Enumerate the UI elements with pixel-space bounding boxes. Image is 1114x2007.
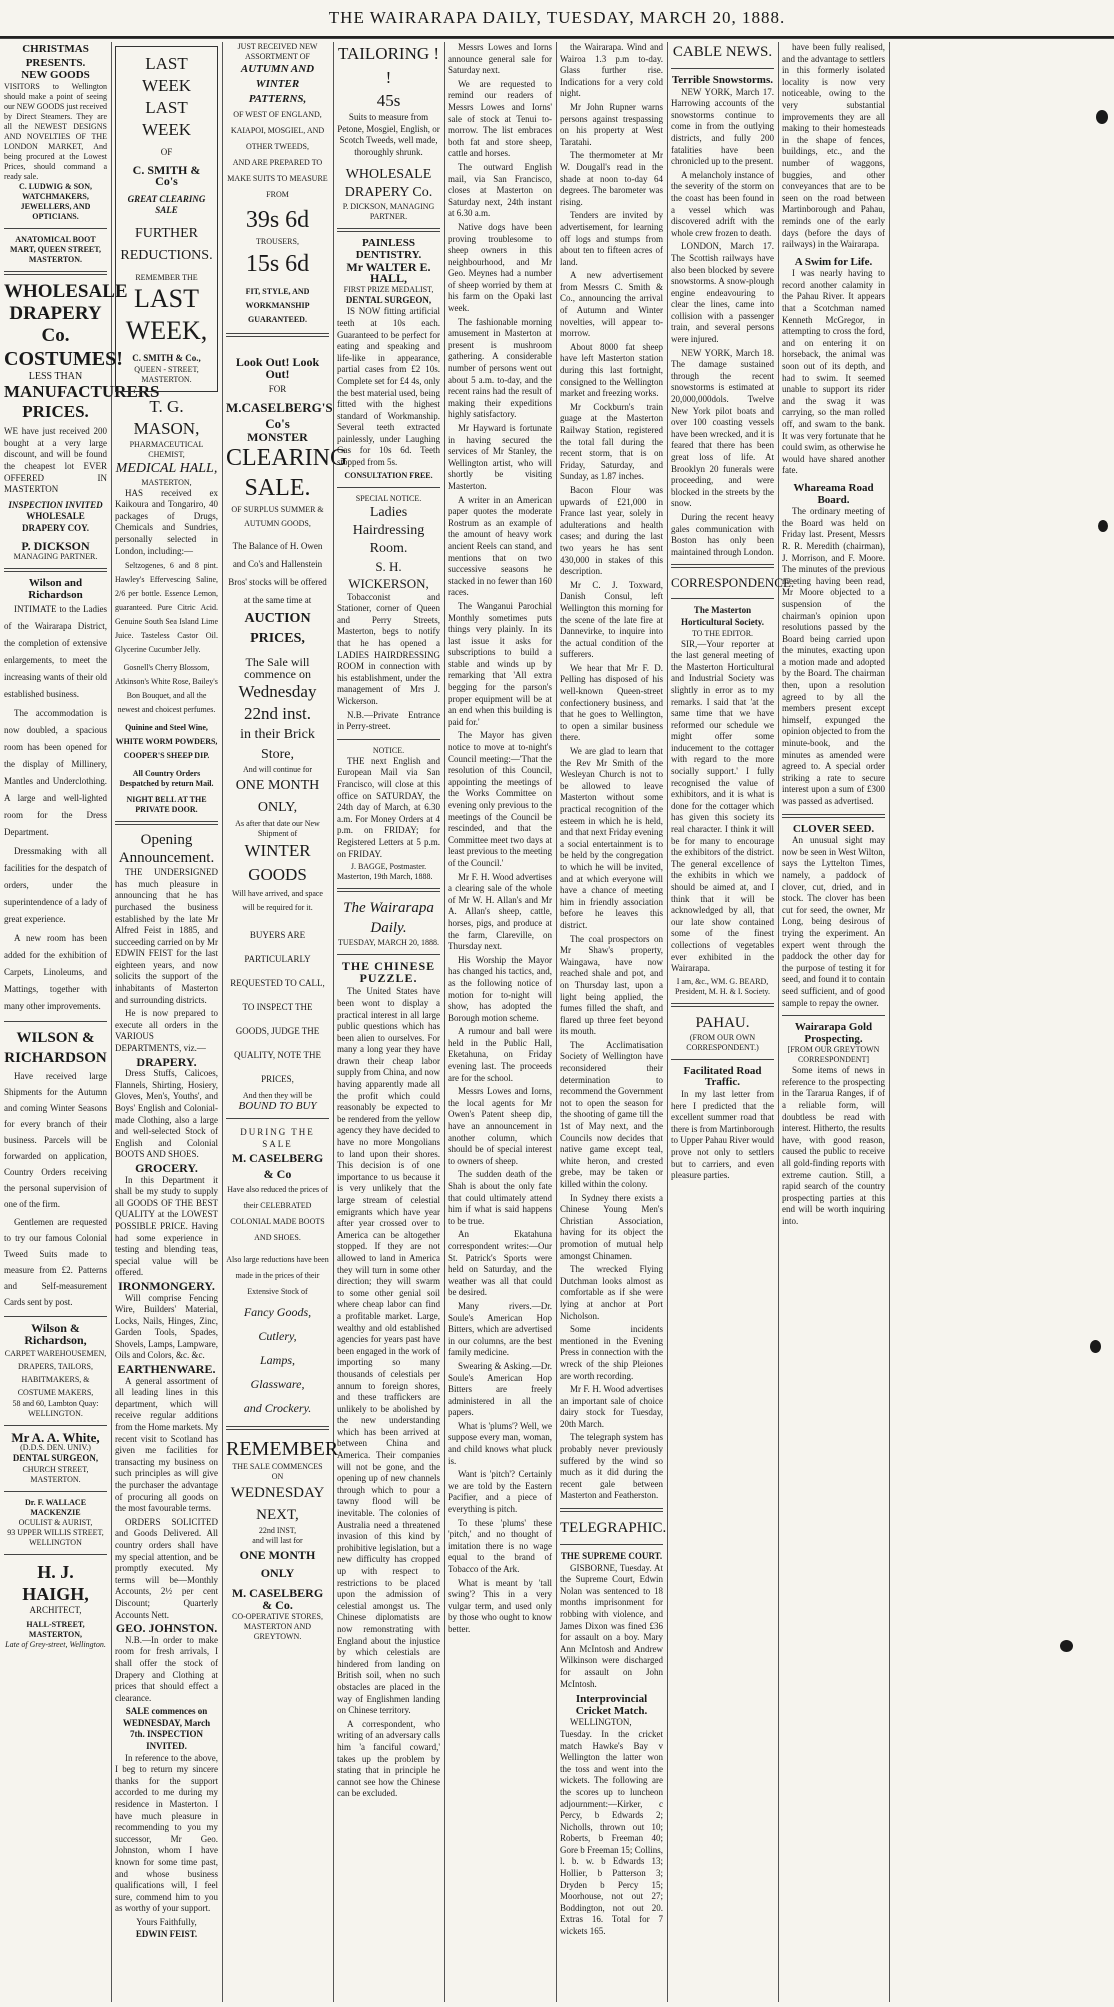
special-notice: SPECIAL NOTICE. (355, 493, 422, 503)
column-4 (333, 42, 444, 2002)
queen-street: QUEEN - STREET, MASTERTON. (134, 364, 199, 384)
smith-ad-text: VISITORS to Wellington should make a point of seeing our NEW GOODS just received by Direct Steamers. They are all the NEWEST DESIGNS AND NOVELTIES OF THE LONDON MARKET, And being procured at the Lowest Prices, should command a ready sale. (4, 81, 107, 181)
local-news-14: The sudden death of the Shah is about the only fate that could ultimately attend him if what is said happens to be true. (448, 1169, 552, 1226)
late-of: Late of Grey-street, Wellington. (5, 1640, 106, 1650)
chinese-puzzle-heading: THE CHINESE PUZZLE. (341, 959, 436, 985)
of-text: OF (160, 147, 173, 157)
wr-address: 58 and 60, Lambton Quay: WELLINGTON. (12, 1398, 99, 1418)
mason-more: Gosnell's Cherry Blossom, Atkinson's White Rose, Bailey's Bon Bouquet, and all the newest and choicest perfumes. (115, 663, 218, 715)
local-news-7: A writer in an American paper quotes the moderate Rostrum as an example of the amount of heavy work ancient Reels can stand, and mentions that on two successive seasons he stacked in no fewer than 160 races. (448, 494, 552, 598)
west-of-england: OF WEST OF ENGLAND, KAIAPOI, MOSGIEL, AND OTHER TWEEDS, (230, 110, 325, 151)
local-news-4: Native dogs have been proving troublesome to sheep owners in this neighbourhood, and Mr Geo. Meynes had a number of sheep worried by them at his farm on the Opaki last week. (448, 221, 552, 314)
mason-name: T. G. MASON, (133, 396, 200, 438)
column-6 (556, 42, 667, 2002)
drapery-heading: DRAPERY. (136, 1054, 197, 1069)
bound-to-buy: BOUND TO BUY (238, 1099, 317, 1112)
oculist: OCULIST & AURIST, (18, 1517, 93, 1527)
brick-store: in their Brick Store, (240, 726, 315, 762)
further-reductions: FURTHER REDUCTIONS. (120, 225, 213, 263)
local-news-3: The outward English mail, via San Francisco, closes at Masterton on Saturday next, 24th instant at 6.30 a.m. (448, 161, 552, 219)
column-9 (889, 42, 1114, 2002)
medical-hall: MEDICAL HALL, (115, 460, 218, 476)
pahau-heading: PAHAU. (695, 1014, 750, 1031)
news-6-8: Bacon Flour was upwards of £21,000 in France last year, solely in adulterations and health cases; and during the last two years he has sent 430,000 in stakes of this description. (560, 484, 663, 577)
local-news-17: Swearing & Asking.—Dr. Soule's American Hop Bitters are freely administered in all the papers. (448, 1360, 552, 1418)
snowstorms-heading: Terrible Snowstorms. (671, 74, 774, 86)
mason-masterton: MASTERTON, (141, 477, 192, 487)
news-6-18: The telegraph system has probably never previously suffered by the wind so much as it did during the recent gale between Masterton and Featherston. (560, 1432, 663, 1501)
smith-signature: C. LUDWIG & SON, WATCHMAKERS, JEWELLERS, AND OPTICIANS. (18, 181, 93, 221)
hall-surgeon: DENTAL SURGEON, (345, 294, 432, 305)
correspondent-text: A correspondent, who writing of an adversary calls him 'a fanciful coward,' takes up the problem by stating that in principle he cannot see how the Chinese can be excluded. (337, 1718, 440, 1799)
wednesday-next: WEDNESDAY NEXT, (230, 1485, 325, 1524)
also-text: Also large reductions have been made in the prices of their Extensive Stock of (226, 1255, 329, 1297)
ironmongery-heading: IRONMONGERY. (118, 1278, 215, 1293)
costumes-heading: COSTUMES! (4, 347, 123, 370)
during-sale: DURING THE SALE (240, 1127, 315, 1149)
cutlery: Cutlery, (258, 1329, 297, 1344)
wr-trades: CARPET WAREHOUSEMEN, DRAPERS, TAILORS, HABITMAKERS, & COSTUME MAKERS, (4, 1348, 107, 1397)
christmas-heading: CHRISTMAS PRESENTS. (22, 43, 89, 69)
wr-text-6: Gentlemen are requested to try our famous Colonial Tweed Suits made to measure from £2. Patterns and Self-measurement Cards sent by post. (4, 1217, 107, 1308)
white-name: Mr A. A. White, (11, 1429, 100, 1445)
cable-ny-3: NEW YORK, March 18. The damage sustained through the recent snowstorms is estimated at 20,000,000dols. Twelve New York pilot boats and over 100 coasting vessels have been wrecked, and it is feared that there has been great loss of life. At Brooklyn 20 funerals were proceeding, and were blocked in the streets by the snow. (671, 347, 774, 509)
last-for: and will last for (252, 1536, 303, 1546)
gold-prospecting-sub: [FROM OUR GREYTOWN CORRESPONDENT] (787, 1045, 880, 1065)
pahau-continued: have been fully realised, and the advantage to settlers in this formerly isolated locality is now very noticeable, owing to the very substantial improvements they are all making to their homesteads in the shape of fences, buildings, etc., and the number of waggons, buggies, and other conveyances that are to be seen on the road between Martinborough and Pahau, reminds one of the early days (before the days of railways) in the Wairarapa. (782, 42, 885, 250)
local-news-1: Messrs Lowes and Iorns announce general sale for Saturday next. (448, 42, 552, 76)
ironmongery-text: Will comprise Fencing Wire, Builders' Material, Locks, Nails, Hinges, Zinc, Garden Tools, Spades, Shovels, Lamps, Lampware, Oils and Colors, &c. &c. (115, 1292, 218, 1361)
departments: He is now prepared to execute all orders in the VARIOUS DEPARTMENTS, viz.— (115, 1008, 218, 1054)
autumn-winter: AUTUMN AND WINTER PATTERNS, (240, 63, 315, 105)
quinine: Quinine and Steel Wine, WHITE WORM POWDERS, COOPER'S SHEEP DIP. (115, 723, 218, 761)
trousers: TROUSERS, (256, 237, 299, 246)
caselberg-heading: M.CASELBERG'S Co's (226, 399, 333, 431)
orders-text: ORDERS SOLICITED and Goods Delivered. All country orders shall have my special attention, and be promptly executed. My terms will be—Monthly Accounts, 2½ per cent Discount; Quarterly Accounts Nett. (115, 1516, 218, 1620)
consultation-free: CONSULTATION FREE. (344, 470, 433, 480)
inspection-invited: INSPECTION INVITED (8, 499, 103, 510)
letter-signature: I am, &c., WM. G. BEARD, President, M. H. & I. Society. (674, 976, 771, 996)
local-news-2: We are requested to remind our readers of Messrs Lowes and Iorns' sale of stock at Tenui to-morrow. The list embraces both fat and store sheep, cattle and horses. (448, 78, 552, 159)
news-6-17: Mr F. H. Wood advertises an important sale of choice dairy stock for Tuesday, 20th March. (560, 1384, 663, 1429)
local-news-19: Want is 'pitch'? Certainly we are told by the Eastern Pacifier, and a piece of everything is pitch. (448, 1469, 552, 1515)
to-the-editor: TO THE EDITOR. (691, 628, 754, 638)
managing-partner: MANAGING PARTNER. (13, 552, 98, 562)
crockery: and Crockery. (243, 1401, 312, 1416)
local-news-16: Many rivers.—Dr. Soule's American Hop Bitters, which are advertised in our columns, are the best family medicine. (448, 1300, 552, 1358)
news-6-7: Mr Cockburn's train guage at the Masterton Railway Station, registered the total fall during the recent storm, that is on Friday, Saturday, and Sunday, as 1.87 inches. (560, 401, 663, 482)
wickerson-name: S. H. WICKERSON, (348, 558, 429, 591)
tailoring-price: 45s (376, 91, 401, 110)
notice-heading: NOTICE. (372, 745, 405, 755)
dickson-name: P. DICKSON (21, 538, 90, 553)
column-3 (222, 42, 348, 2002)
balance-text: The Balance of H. Owen and Co's and Hallenstein Bros' stocks will be offered at the same time at (228, 541, 327, 606)
store-addresses: MASTERTON AND GREYTOWN. (243, 1621, 312, 1641)
clover-seed-heading: CLOVER SEED. (792, 822, 875, 835)
clearing-text: CLEARING (226, 445, 348, 472)
wickerson-text: Tobacconist and Stationer, corner of Queen and Perry Streets, Masterton, begs to notify that he has opened a LADIES HAIRDRESSING ROOM in connection with his establishment, under the management of Mrs J. Wickerson. (337, 591, 440, 706)
cable-ny-1: NEW YORK, March 17. Harrowing accounts of the snowstorms continue to come in from the outlying districts, and fully 200 fatalities have been chronicled up to the present. (671, 86, 774, 167)
ink-blot (1090, 1340, 1101, 1353)
horticultural-letter: SIR,—Your reporter at the last general meeting of the Masterton Horticultural and Industrial Society was slightly in error as to my remarks. I said that 'at the same time that we have reformed our schedule we might offer some inducement to the cottager with regard to the more socially support.' I fully recognised the value of exhibitors, and it is what is done for the cottager which has given this society its real character. I think it will be for many to encourage the exhibitors of the district. The general excellence of the exhibits in which we should be aimed at, and I think that it will be acknowledged by all, that our late show contained some of the finest collections of vegetables ever exhibited in the Wairarapa. (671, 638, 774, 974)
supreme-court-text: GISBORNE, Tuesday. At the Supreme Court, Edwin Nolan was sentenced to 18 months imprisonment for robbing with violence, and James Dixon was fined £36 for assault on a boy. Mary Ann McIntosh and Andrew Wilkinson were discharged for assault on John McIntosh. (560, 1562, 663, 1689)
drapery-text: Dress Stuffs, Calicoes, Flannels, Shirting, Hosiery, Gloves, Men's, Youths', and Boys' English and Colonial-made Clothing, also a large and well-selected Stock of English and Colonial BOOTS AND SHOES. (115, 1068, 218, 1160)
manufacturers-heading: MANUFACTURERS PRICES. (4, 382, 160, 422)
earthenware-heading: EARTHENWARE. (117, 1362, 216, 1377)
news-6-15: The wrecked Flying Dutchman looks almost as comfortable as if she were lying at anchor at Port Nicholson. (560, 1264, 663, 1321)
look-out: Look Out! Look Out! (235, 355, 320, 381)
winter-goods: WINTER GOODS (244, 840, 311, 884)
reference-text: In reference to the above, I beg to return my sincere thanks for the support accorded to me during my residence in Masterton. I have much pleasure in recommending to you my successor, Mr Geo. Johnston, whom I have known for some time past, and whose business qualifications will, I feel sure, commend him to you as worthy of your support. (115, 1752, 218, 1914)
news-6-14: In Sydney there exists a Chinese Young Men's Christian Association, having for its object the promotion of mutual help amongst Chinamen. (560, 1192, 663, 1261)
mackenzie-name: Dr. F. WALLACE MACKENZIE (24, 1497, 87, 1517)
news-6-9: Mr C. J. Toxward, Danish Consul, left Wellington this morning for the scene of the late fire at Dannevirke, to inquire into the actual condition of the sufferers. (560, 579, 663, 660)
supreme-court-heading: THE SUPREME COURT. (560, 1551, 663, 1562)
local-news-15: An Ekatahuna correspondent writes:—Our St. Patrick's Sports were held on Saturday, and the weather was all that could be desired. (448, 1229, 552, 1298)
wr-text-2: The accommodation is now doubled, a spacious room has been opened for the display of Millinery, Mantles and Underclothing. A large and well-lighted room for the Dress Department. (4, 708, 107, 838)
trousers-price: 15s 6d (245, 251, 310, 277)
prize-medalist: FIRST PRIZE MEDALIST, (343, 284, 434, 294)
grocery-heading: GROCERY. (135, 1160, 198, 1175)
road-traffic-heading: Facilitated Road Traffic. (683, 1064, 762, 1089)
bound-text: And then they will be (242, 1090, 313, 1100)
fit-style: FIT, STYLE, AND WORKMANSHIP GUARANTEED. (245, 287, 310, 324)
news-6-13: The Acclimatisation Society of Wellington have reconsidered their determination to recommend the Government not to open the season for the shooting of game till the 1st of May next, and the Councils now decides that native game except teal, white heron, and crested grebe, may be taken or killed within the colony. (560, 1039, 663, 1189)
gold-prospecting-heading: Wairarapa Gold Prospecting. (794, 1021, 873, 1045)
drapery-coy: WHOLESALE DRAPERY COY. (21, 511, 90, 533)
hall-text: IS NOW fitting artificial teeth at 10s each. Guaranteed to be perfect for eating and speaking and life-like in appearance, partial cases from £2 10s. Complete set for £4 4s, only the best material used, being fitted with the highest standard of Workmanship. Several teeth extracted painlessly, under Laughing Gas for 10s 6d. Teeth stopped from 5s. (337, 306, 440, 468)
sale-commences: SALE commences on WEDNESDAY, March 7th. INSPECTION INVITED. (122, 1706, 211, 1752)
masthead (0, 0, 1114, 38)
country-orders: All Country Orders Despatched by return Mail. (119, 769, 214, 789)
wilson-richardson-big: WILSON & RICHARDSON (4, 1030, 107, 1067)
less-than: LESS THAN (28, 370, 83, 382)
bagge-postmaster: J. BAGGE, Postmaster. (350, 862, 427, 872)
local-news-10: Mr F. H. Wood advertises a clearing sale of the whole of Mr W. H. Allan's and Mr A. Allan's sheep, cattle, horses, pigs, and produce at the farm, Clareville, on Thursday next. (448, 871, 552, 952)
painless-dentistry: PAINLESS DENTISTRY. (355, 237, 422, 261)
received-text: WE have just received 200 bought at a very large discount, and will be found the cheapest lot EVER OFFERED IN MASTERTON (4, 426, 107, 495)
great-clearing-sale: GREAT CLEARING SALE (127, 193, 206, 216)
local-news-11: His Worship the Mayor has changed his tactics, and, as the following notice of motion for to-night will show, has adopted the Borough motion scheme. (448, 954, 552, 1023)
road-board-heading: Whareama Road Board. (793, 481, 874, 506)
night-bell: NIGHT BELL AT THE PRIVATE DOOR. (126, 795, 207, 815)
monster-text: MONSTER (247, 429, 308, 444)
church-street: CHURCH STREET, MASTERTON. (22, 1464, 89, 1484)
cable-ny-2: A melancholy instance of the severity of the storm on the coast has been found in a vessel which was discovered adrift with the whole crew frozen to death. (671, 169, 774, 238)
news-6-11: We are glad to learn that the Rev Mr Smith of the Wesleyan Church is not to be allowed to leave Masterton without some practical recognition of the esteem in which he is held, and that next Friday evening a social entertainment is to be held by the congregation to which he will be invited, and at which everyone will have a chance of meeting him in friendly association before he leaves this district. (560, 746, 663, 930)
last-week-3: LAST WEEK, (125, 283, 208, 345)
surplus-goods: OF SURPLUS SUMMER & AUTUMN GOODS, (231, 505, 324, 529)
walter-hall: Mr WALTER E. HALL, (346, 259, 431, 286)
tailoring-heading: TAILORING ! ! (337, 44, 440, 87)
nb-text: N.B.—In order to make room for fresh arrivals, I shall offer the stock of Drapery and Clothing at prices that should effect a clearance. (115, 1634, 218, 1703)
local-news-5: The fashionable morning amusement in Masterton at present is mushroom gathering. A considerable number of persons went out about 5 a.m. to-day, and the recent rains had the result of making their expeditions highly satisfactory. (448, 316, 552, 420)
ink-blot (1060, 1640, 1073, 1652)
wr-heading-2: Wilson & Richardson, (24, 1321, 87, 1347)
newspaper-title: THE WAIRARAPA DAILY, TUESDAY, MARCH 20, 1888. (328, 8, 786, 27)
remember-the: REMEMBER THE (135, 272, 198, 282)
cable-ny-4: During the recent heavy gales communication with Boston has only been maintained through London. (671, 511, 774, 557)
sale-text: SALE. (244, 475, 311, 502)
local-news-12: A rumour and ball were held in the Public Hall, Eketahuna, on Friday evening last. The proceeds are for the school. (448, 1026, 552, 1083)
yours-faithfully: Yours Faithfully, (136, 1916, 197, 1927)
pharmaceutical-chemist: PHARMACEUTICAL CHEMIST, (129, 439, 204, 459)
smith-co-2: C. SMITH & Co., (132, 352, 201, 363)
ink-blot (1098, 520, 1108, 532)
wilson-richardson-heading: Wilson and Richardson (28, 577, 83, 601)
hall-street: HALL-STREET, MASTERTON, (26, 1620, 85, 1640)
wr-text-3: Dressmaking with all facilities for the despatch of orders, under the superintendence of a lady of great experience. (4, 846, 107, 925)
notice-date: Masterton, 19th March, 1888. (337, 872, 433, 882)
notice-text: THE next English and European Mail via San Francisco, will close at this office on SATURDAY, the 24th day of March, at 6.30 a.m. For Money Orders at 4 p.m. on FRIDAY; for Registered Letters at 5 p.m. on FRIDAY. (337, 755, 440, 859)
cable-news-heading: CABLE NEWS. (672, 44, 773, 60)
mason-list: Seltzogenes, 6 and 8 pint. Hawley's Effervescing Saline, 2/6 per bottle. Essence Lemon, guaranteed. Pure Citric Acid. Genuine South Sea Island Lime Juice. Tasteless Castor Oil. Glycerine Cucumber Jelly. (115, 561, 218, 655)
column-7 (667, 42, 795, 2002)
swim-heading: A Swim for Life. (794, 255, 873, 268)
suits-text: Suits to measure from Petone, Mosgiel, English, or Scotch Tweeds, well made, thoroughly shrunk. (337, 112, 440, 157)
masthead-rule (0, 38, 1114, 39)
boot-mart: ANATOMICAL BOOT MART, QUEEN STREET, MASTERTON. (10, 234, 101, 264)
cable-london: LONDON, March 17. The Scottish railways have also been blocked by severe snowstorms. A snow-plough engine endeavouring to clear the lines, came into collision with a passenger train, and several persons were injured. (671, 241, 774, 345)
last-week-1: LAST WEEK (141, 54, 192, 95)
wr-text-5: Have received large Shipments for the Autumn and coming Winter Seasons for every branch of their business. Parcels will be forwarded on application, Country Orders receiving the personal supervision of one of the firm. (4, 1071, 107, 1210)
caselberg-2: M. CASELBERG & Co (231, 1151, 324, 1182)
swim-text: I was nearly having to record another calamity in the Pahau River. It appears that a Scotchman named Kenneth McGregor, in attempting to cross the ford, and on entering it on horseback, the animal was soon out of its depth, and had to swim. It seemed unable to support its rider and the swag it was carrying, so the man rolled off, and swam to the bank. It was very fortunate that he could swim, as otherwise he would have shared another fate. (782, 268, 885, 476)
wednesday-22nd: Wednesday 22nd inst. (238, 681, 317, 723)
smith-co: C. SMITH & Co's (132, 162, 201, 189)
white-degree: (D.D.S. DEN. UNIV.) (20, 1443, 91, 1453)
ladies-hairdressing: Ladies Hairdressing Room. (352, 504, 425, 556)
grocery-text: In this Department it shall be my study to supply all GOODS OF THE BEST QUALITY at the LOWEST POSSIBLE PRICE. Having had some experience in testing and blending teas, special value will be offered. (115, 1174, 218, 1278)
edwin-feist: EDWIN FEIST. (135, 1928, 198, 1939)
column-1 (0, 42, 160, 2002)
column-8 (778, 42, 889, 2002)
clover-seed-text: An unusual sight may now be seen in West Wilton, says the Lyttelton Times, namely, a paddock of clover, cut, dried, and in stock. The clover has been cut for seed, the owner, Mr Long, being desirous of trying the experiment. An expert went through the paddock the other day for the purpose of testing it for seed, and found it to contain seed sufficient, and of good sample to repay the owner. (782, 835, 885, 1008)
earthenware-text: A general assortment of all leading lines in this department, which will receive regular additions from the Home markets. My recent visit to Scotland has given me facilities for transacting my business on such principles as will give the purchaser the advantage of procuring all goods on the most favourable terms. (115, 1375, 218, 1514)
remember-heading: REMEMBER (226, 1438, 339, 1461)
commences-on: THE SALE COMMENCES ON (232, 1462, 323, 1482)
new-goods-heading: NEW GOODS (21, 69, 90, 81)
chinese-puzzle-text: The United States have been wont to display a practical interest in all large public questions which has been alien to ourselves. For many a long year they have drawn their cheap labor supply from China, and now having apparently made all the profit which could reasonably be expected to be rendered from the yellow agency they have decided to have no more Mongolians to land upon their shores. This decision is of one importance to us because it is very unlikely that the large stream of celestial emigrants which have year after year crossed over to America can be altogether stopped. If they are not allowed to land in America they will turn in some other direction; they will swarm to some other genial soil where cheap labor can find a profitable market. Large, wealthy and old established agencies for years past have been engaged in the work of importing so many thousands of celestials per annum to foreign shores, and these traffickers are unlikely to be abolished by the new understanding which has been arrived at between China and America. Their companies will not be gone, and the opening up of new channels through which to pour a tawny flood will be inevitable. The colonies of Australia need a threatened invasion of this kind by prohibitive legislation, but a new difficulty has cropped up with respect to restrictions to be placed upon the admission of celestial amongst us. The Chinese diplomatists are now remonstrating with England about the injustice by which celestials are hindered from landing on British soil, when no such obstacles are placed in the way of Englishmen landing on Chinese territory. (337, 986, 440, 1716)
one-month-only: ONE MONTH ONLY, (235, 777, 320, 815)
cricket-heading: Interprovincial Cricket Match. (575, 1693, 648, 1717)
just-received: JUST RECEIVED NEW ASSORTMENT OF (237, 42, 318, 61)
glassware: Glassware, (250, 1377, 305, 1392)
news-6-10: We hear that Mr F. D. Pelling has disposed of his well-known Queen-street confectionery business, and that he goes to Wellington, to open a similar business there. (560, 662, 663, 743)
local-news-8: The Wanganui Parochial Monthly sometimes puts things very plainly. In its last issue it asks for subscriptions to build a stable and winds up by remarking that 'All extra begging for the parson's proper equipment will be at an end when this building is paid for.' (448, 600, 552, 727)
news-6-16: Some incidents mentioned in the Evening Press in connection with the wreck of the ship Pleiones are worth recording. (560, 1324, 663, 1381)
local-news-9: The Mayor has given notice to move at to-night's Council meeting:—'That the resolution of this Council, appointing the meetings of the Works Committee on evening only previous to the meetings of the Council be rescinded, and that the Committee meet two days at least previous to the meeting of the Council.' (448, 730, 552, 868)
caselberg-3: M. CASELBERG & Co. (231, 1586, 324, 1612)
lamps: Lamps, (259, 1353, 295, 1368)
reduced-text: Have also reduced the prices of their CELEBRATED COLONIAL MADE BOOTS AND SHOES. (227, 1185, 328, 1243)
prepared-to-make: AND ARE PREPARED TO MAKE SUITS TO MEASURE FROM (227, 158, 328, 199)
local-news-20: To these 'plums' these 'pitch,' and no thought of imitation there is no wage equal to the brand of Tobacco of the Ark. (448, 1517, 552, 1574)
architect: ARCHITECT, (29, 1604, 82, 1615)
road-board-text: The ordinary meeting of the Board was held on Friday last. Present, Messrs R. R. Meredith (chairman), J. Morrison, and F. Moore. The minutes of the previous meeting having been read, Mr Moore objected to a suspension of the chairman's opinion upon resolutions passed by the Board being carried upon the minutes, exacting upon a motion made and adopted by the Board. The chairman then, upon a resolution agreed to by all the members present except himself, expunged the opinion objected to from the minute-book, and the minutes as amended were agreed to. A special order striking a rate to secure interest upon a sum of £300 was passed as advertised. (782, 506, 885, 806)
buyers-text: BUYERS ARE PARTICULARLY REQUESTED TO CALL, TO INSPECT THE GOODS, JUDGE THE QUALITY, NOTE THE PRICES, (230, 929, 325, 1084)
coop-stores: CO-OPERATIVE STORES, (232, 1611, 323, 1621)
horticultural-heading: The Masterton Horticultural Society. (681, 605, 764, 627)
wholesale-heading: WHOLESALE DRAPERY Co. (4, 280, 128, 346)
willis-street: 93 UPPER WILLIS STREET, WELLINGTON (7, 1527, 104, 1547)
wr-text-1: INTIMATE to the Ladies of the Wairarapa District, the completion of extensive enlargements, to meet the increasing wants of their old established business. (4, 604, 107, 700)
for-text: FOR (268, 384, 287, 395)
suit-price: 39s 6d (245, 207, 310, 233)
news-6-4: Tenders are invited by advertisement, for learning off logs and stumps from about ten to fifteen acres of land. (560, 210, 663, 267)
local-news-6: Mr Hayward is fortunate in having secured the services of Mr Stanley, the Wellington artist, who will shortly be visiting Masterton. (448, 423, 552, 491)
arrived-text: Will have arrived, and space will be required for it. (232, 888, 323, 912)
pahau-sub: (FROM OUR OWN CORRESPONDENT.) (686, 1032, 759, 1052)
last-week-2: LAST WEEK (141, 98, 192, 139)
local-news-21: What is meant by 'tall swing'? This in a very vulgar term, and used only by those who ought to know better. (448, 1577, 552, 1634)
column-5 (444, 42, 556, 2002)
inst-22nd: 22nd INST, (258, 1526, 297, 1536)
correspondence-heading: CORRESPONDENCE. (671, 575, 795, 591)
news-6-3: The thermometer at Mr W. Dougall's read in the shade at noon to-day 64 degrees. The barometer was rising. (560, 150, 663, 207)
opening-text: THE UNDERSIGNED has much pleasure in announcing that he has purchased the business established by the late Mr Alfred Feist in 1885, and succeeding carried on by Mr EDWIN FEIST for the last eighteen years, and now solicits the support of the inhabitants of Masterton and surrounding districts. (115, 867, 218, 1005)
news-6-2: Mr John Rupner warns persons against trespassing on his property at West Taratahi. (560, 101, 663, 147)
dickson-partner: P. DICKSON, MANAGING PARTNER. (342, 202, 435, 222)
local-news-13: Messrs Lowes and Iorns, the local agents for Mr Owen's Patent sheep dip, have an announcement in another column, which should be of special interest to owners of sheep. (448, 1086, 552, 1166)
mason-text: HAS received ex Kaikoura and Tongariro, 40 packages of Drugs, Chemicals and Sundries, personally selected in London, including:— (115, 487, 218, 556)
one-month-only-2: ONE MONTH ONLY (239, 1548, 316, 1581)
news-6-1: the Wairarapa. Wind and Wairoa 1.3 p.m to-day. Glass further rise. Indications for a very cold night. (560, 42, 663, 99)
local-news-18: What is 'plums'? Well, we suppose every man, woman, and child knows what pluck is. (448, 1420, 552, 1466)
news-6-6: About 8000 fat sheep have left Masterton station during this last fortnight, consigned to the Wellington market and freezing works. (560, 341, 663, 399)
fancy-goods: Fancy Goods, (243, 1305, 312, 1320)
wholesale-drapery: WHOLESALE DRAPERY Co. (344, 167, 433, 201)
wairarapa-daily-title: The Wairarapa Daily. (343, 900, 434, 937)
editorial-date: TUESDAY, MARCH 20, 1888. (338, 938, 439, 948)
wickerson-nb: N.B.—Private Entrance in Perry-street. (337, 709, 440, 732)
dental-surgeon: DENTAL SURGEON, (12, 1453, 99, 1464)
after-date: As after that date our New Shipment of (235, 818, 320, 838)
news-6-12: The coal prospectors on Mr Shaw's property, Waingawa, have now reached shale and pot, and on Thursday last, upon a light being applied, the fumes filled the shaft, and flared up three feet beyond its mouth. (560, 933, 663, 1037)
wr-text-4: A new room has been added for the exhibition of Carpets, Linoleums, and Mattings, together with many other improvements. (4, 933, 107, 1012)
haigh-name: H. J. HAIGH, (22, 1561, 89, 1604)
ink-blot (1096, 110, 1108, 124)
opening-announcement: Opening Announcement. (118, 832, 215, 867)
road-traffic-text: In my last letter from here I predicted that the excellent summer road that there is from Martinborough to Upper Pahau River would prove not only to settlers but to carriers, and even pleasure parties. (671, 1088, 774, 1181)
auction-prices: AUCTION PRICES, (244, 611, 311, 647)
news-6-5: A new advertisement from Messrs C. Smith & Co., announcing the arrival of Autumn and Winter novelties, will appear to-morrow. (560, 270, 663, 339)
column-2 (111, 42, 222, 2002)
continue-for: And will continue for (242, 764, 313, 774)
sale-commence: The Sale will commence on (244, 655, 311, 681)
gold-prospecting-text: Some items of news in reference to the prospecting in the Tararua Ranges, if of a reliable form, will doubtless be read with interest. Hitherto, the results have, with good reason, caused the public to receive all gold-finding reports with extreme caution. Still, a rapid search of the country prospecting parties at this end will be worth inquiring into. (782, 1065, 885, 1226)
telegraphic-heading: TELEGRAPHIC. (560, 1520, 667, 1537)
johnston-name: GEO. JOHNSTON. (115, 1621, 218, 1636)
cricket-text: WELLINGTON, Tuesday. In the cricket match Hawke's Bay v Wellington the latter won the toss and went into the wickets. The following are the scores up to luncheon adjournment:—Kirker, c Percy, b Edwards 2; Nicholls, thrown out 10; Roberts, b Freeman 40; Gore b Freeman 15; Collins, l. b. w. b Edwards 13; Hollier, b Patterson 3; Dryden b Percy 15; Moorhouse, not out 27; Boddington, not out 20. Extras 16. Total for 7 wickets 165. (560, 1717, 663, 1937)
